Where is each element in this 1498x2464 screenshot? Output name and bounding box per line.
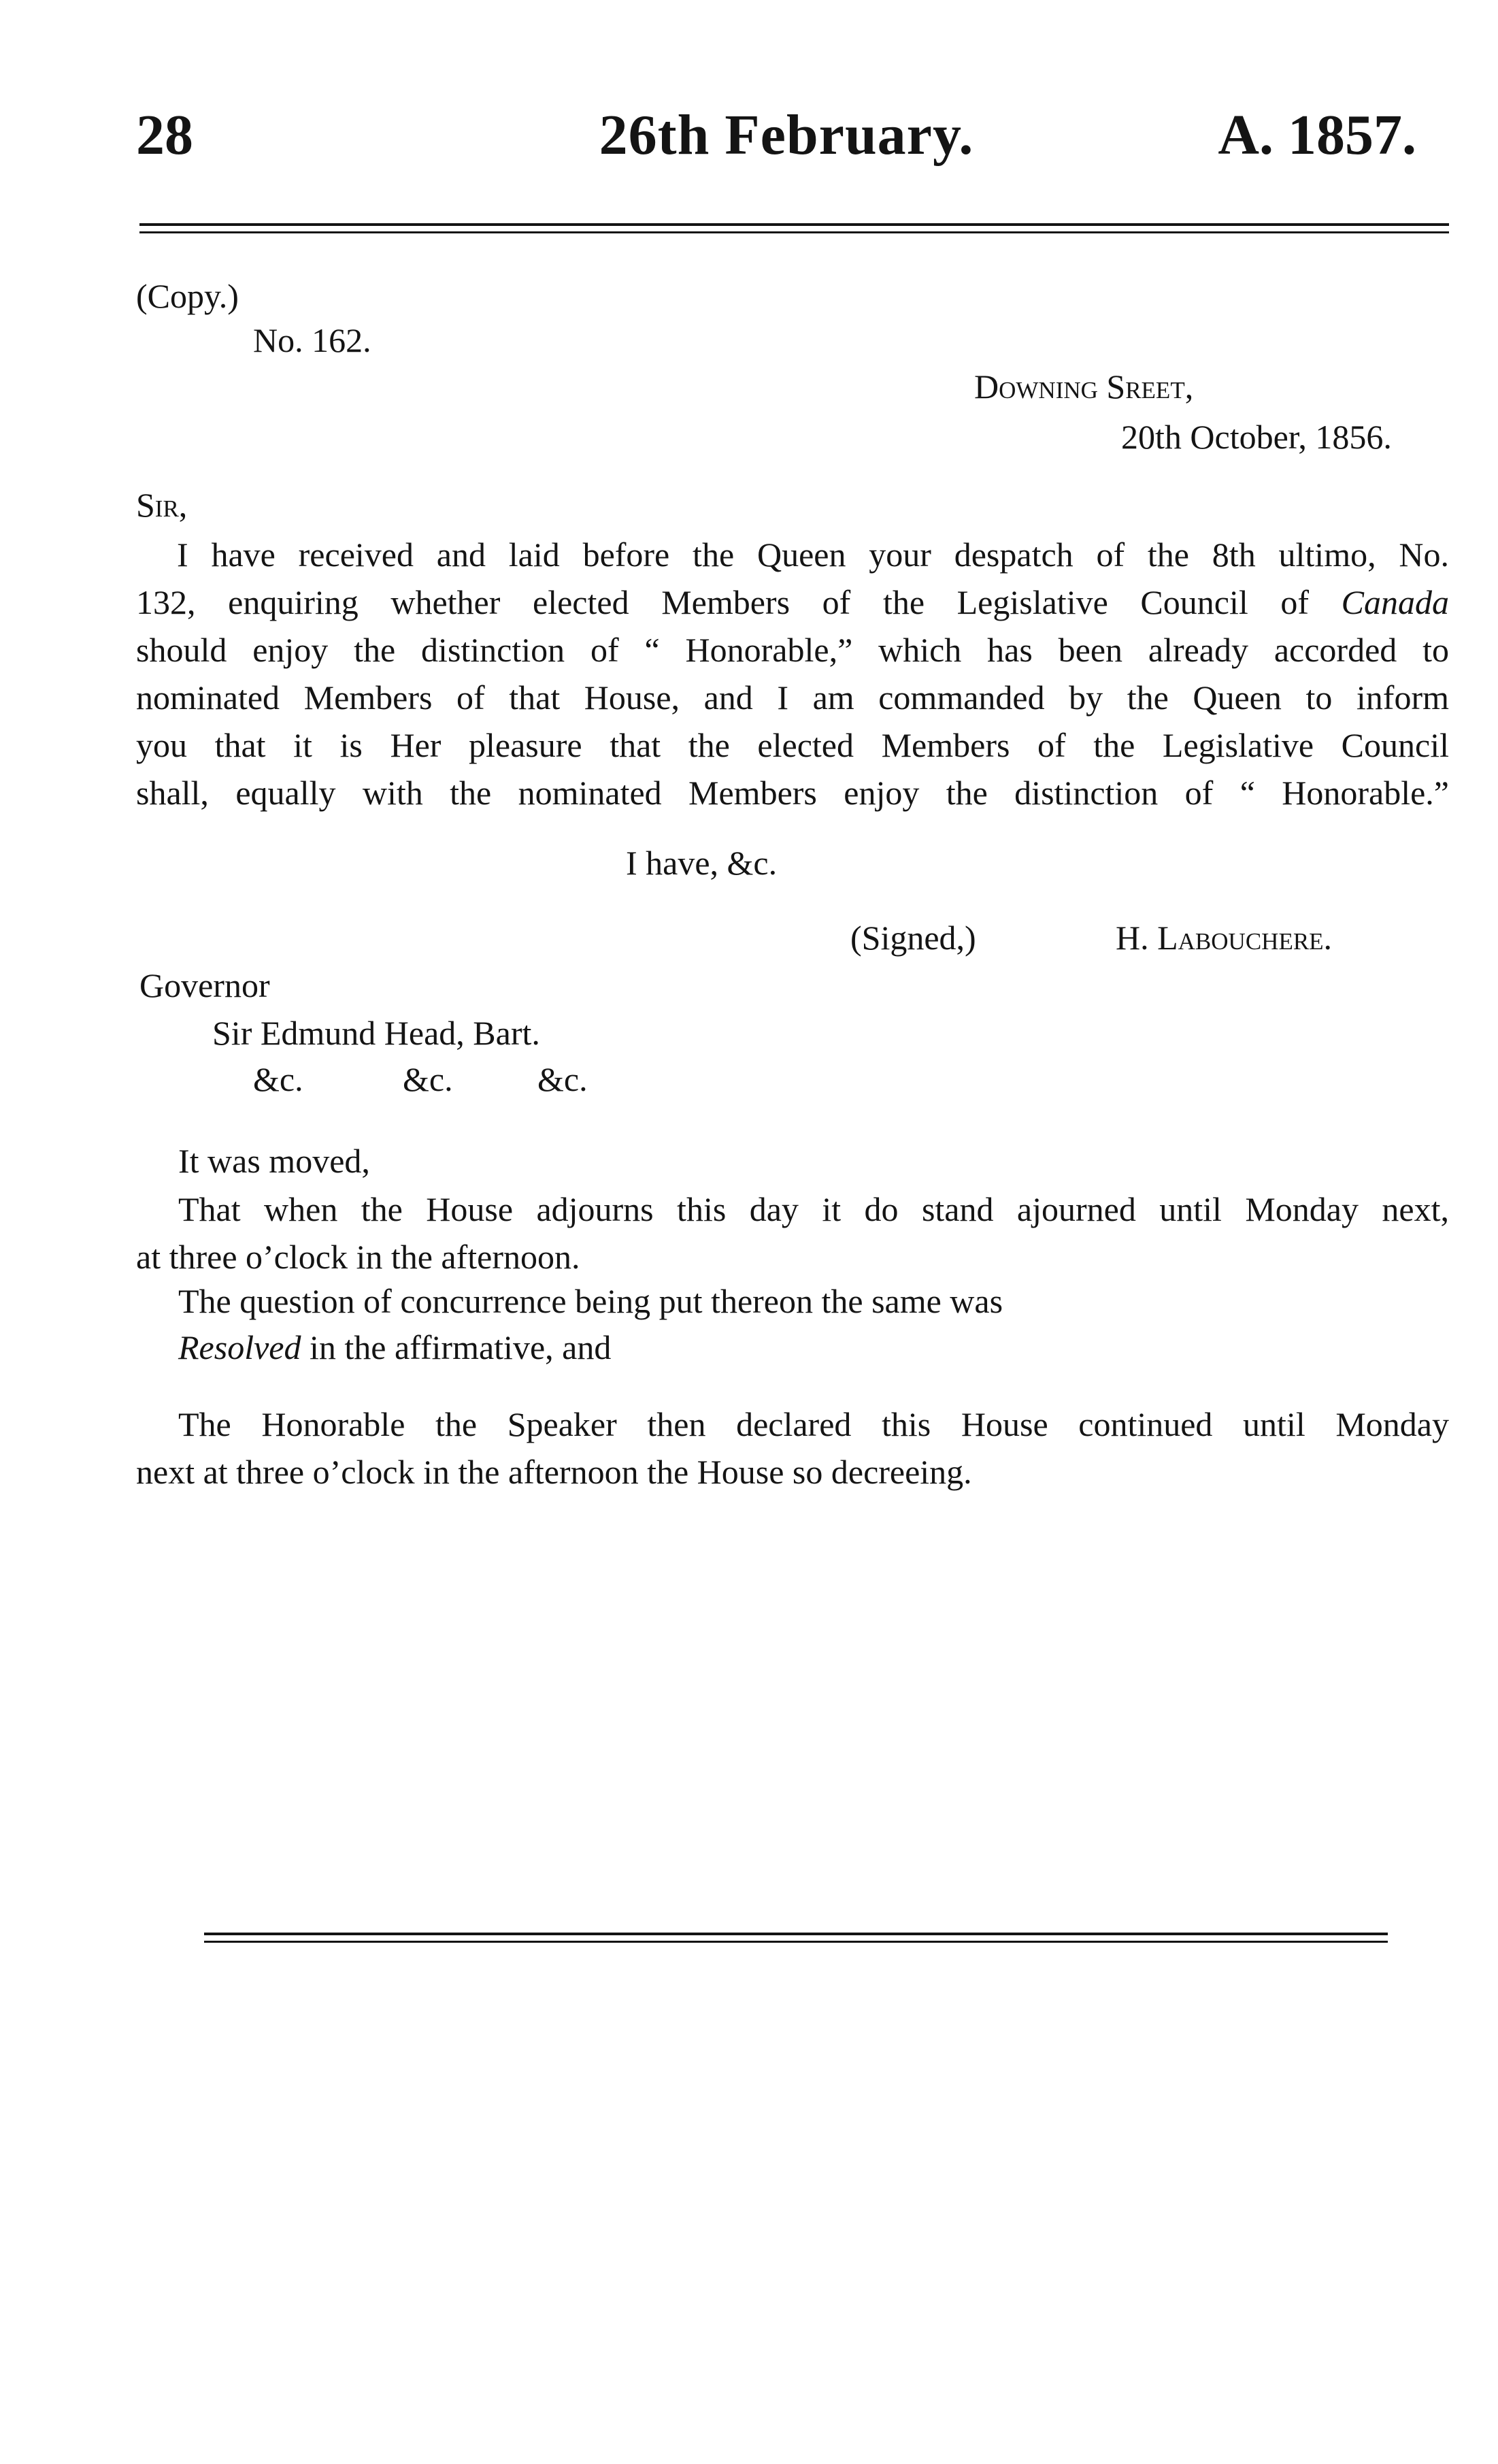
question-line: The question of concurrence being put thereon the same was <box>178 1282 1003 1320</box>
resolved-line: Resolved in the affirmative, and <box>178 1328 612 1366</box>
body-line: nominated Members of that House, and I am commanded by the Queen to inform <box>136 678 1449 717</box>
speaker-line: The Honorable the Speaker then declared this House continued until Monday <box>178 1405 1449 1443</box>
speaker-paragraph <box>136 1400 1449 1496</box>
resolved-word: Resolved <box>178 1328 301 1366</box>
recipient-etc: &c. <box>403 1060 453 1098</box>
letter-body <box>136 531 1449 817</box>
motion-paragraph <box>136 1185 1449 1281</box>
page-number: 28 <box>136 103 193 167</box>
body-line: should enjoy the distinction of “ Honorable,” which has been already accorded to <box>136 631 1449 669</box>
letter-date: 20th October, 1856. <box>1121 418 1392 456</box>
recipient-etc: &c. <box>253 1060 303 1098</box>
body-line: 132, enquiring whether elected Members of the Legislative Council of Canada <box>136 583 1449 621</box>
header-year: A. 1857. <box>1218 103 1416 167</box>
body-line: shall, equally with the nominated Members enjoy the distinction of “ Honorable.” <box>136 774 1449 812</box>
recipient-title: Governor <box>139 966 270 1004</box>
header-rule <box>139 223 1449 226</box>
copy-label: (Copy.) <box>136 277 239 315</box>
signatory: H. Labouchere. <box>1116 919 1333 957</box>
header-date: 26th February. <box>599 103 974 167</box>
canada-word: Canada <box>1341 583 1449 621</box>
signed-label: (Signed,) <box>850 919 976 957</box>
page-header <box>136 102 1437 177</box>
moved-line: It was moved, <box>178 1142 370 1180</box>
speaker-line: next at three o’clock in the afternoon the House so decreeing. <box>136 1453 972 1491</box>
closing: I have, &c. <box>626 844 778 882</box>
body-line: I have received and laid before the Queen your despatch of the 8th ultimo, No. <box>177 536 1449 574</box>
letter-place: Downing Sreet, <box>974 367 1194 406</box>
footer-rule <box>204 1933 1388 1935</box>
letter-number: No. 162. <box>253 321 371 359</box>
motion-line: at three o’clock in the afternoon. <box>136 1238 580 1276</box>
recipient-name: Sir Edmund Head, Bart. <box>212 1014 540 1052</box>
salutation: Sir, <box>136 486 188 524</box>
body-line: you that it is Her pleasure that the elected Members of the Legislative Council <box>136 726 1449 764</box>
recipient-etc: &c. <box>537 1060 588 1098</box>
motion-line: That when the House adjourns this day it do stand ajourned until Monday next, <box>178 1190 1449 1228</box>
